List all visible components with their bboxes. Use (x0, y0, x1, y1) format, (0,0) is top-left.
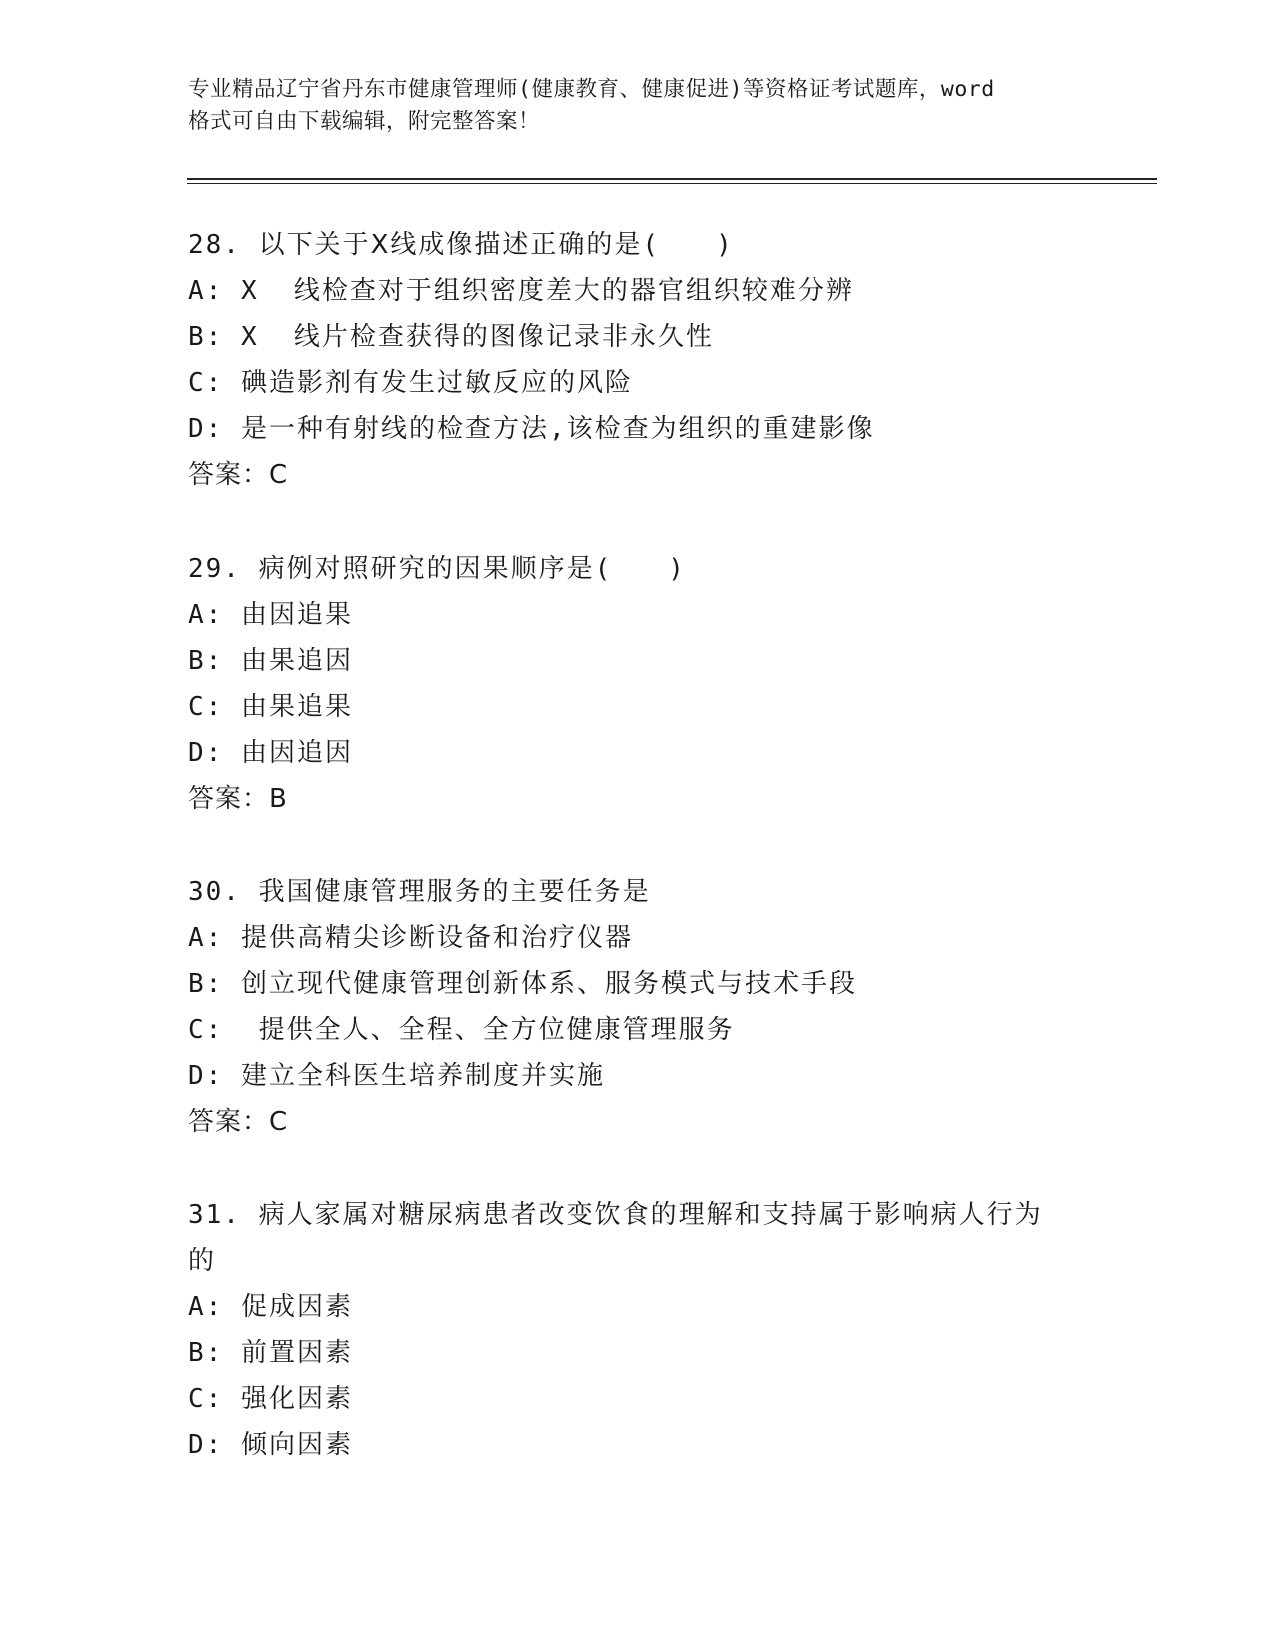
option-b: B: 前置因素 (188, 1338, 353, 1368)
question-31 (188, 1192, 1088, 1468)
document-header (188, 74, 1088, 138)
answer: 答案：C (188, 1107, 289, 1137)
option-b: B: 由果追因 (188, 646, 353, 676)
header-divider-thin (187, 183, 1157, 184)
option-d: D: 由因追因 (188, 738, 353, 768)
option-d: D: 建立全科医生培养制度并实施 (188, 1061, 605, 1091)
option-c: C: 强化因素 (188, 1384, 353, 1414)
question-stem: 29. 病例对照研究的因果顺序是( ) (188, 554, 686, 584)
header-line-1: 专业精品辽宁省丹东市健康管理师(健康教育、健康促进)等资格证考试题库，word (188, 77, 995, 102)
option-d: D: 倾向因素 (188, 1430, 353, 1460)
question-28 (188, 222, 1088, 498)
option-c: C: 碘造影剂有发生过敏反应的风险 (188, 368, 633, 398)
question-stem: 28. 以下关于Ⅹ线成像描述正确的是( ) (188, 230, 734, 260)
option-b: B: X 线片检查获得的图像记录非永久性 (188, 322, 714, 352)
option-a: A: 促成因素 (188, 1292, 353, 1322)
option-b: B: 创立现代健康管理创新体系、服务模式与技术手段 (188, 969, 857, 999)
header-line-2: 格式可自由下载编辑，附完整答案！ (188, 109, 541, 134)
header-divider-thick (187, 178, 1157, 180)
option-a: A: 提供高精尖诊断设备和治疗仪器 (188, 923, 633, 953)
option-c: C: 提供全人、全程、全方位健康管理服务 (188, 1015, 735, 1045)
question-stem: 30. 我国健康管理服务的主要任务是 (188, 877, 651, 907)
option-a: A: 由因追果 (188, 600, 353, 630)
option-d: D: 是一种有射线的检查方法,该检查为组织的重建影像 (188, 414, 875, 444)
option-c: C: 由果追果 (188, 692, 353, 722)
answer: 答案：B (188, 784, 288, 814)
question-30 (188, 869, 1088, 1145)
question-29 (188, 546, 1088, 822)
answer: 答案：C (188, 460, 289, 490)
option-a: A: X 线检查对于组织密度差大的器官组织较难分辨 (188, 276, 854, 306)
question-stem: 31. 病人家属对糖尿病患者改变饮食的理解和支持属于影响病人行为的 (188, 1200, 1043, 1276)
